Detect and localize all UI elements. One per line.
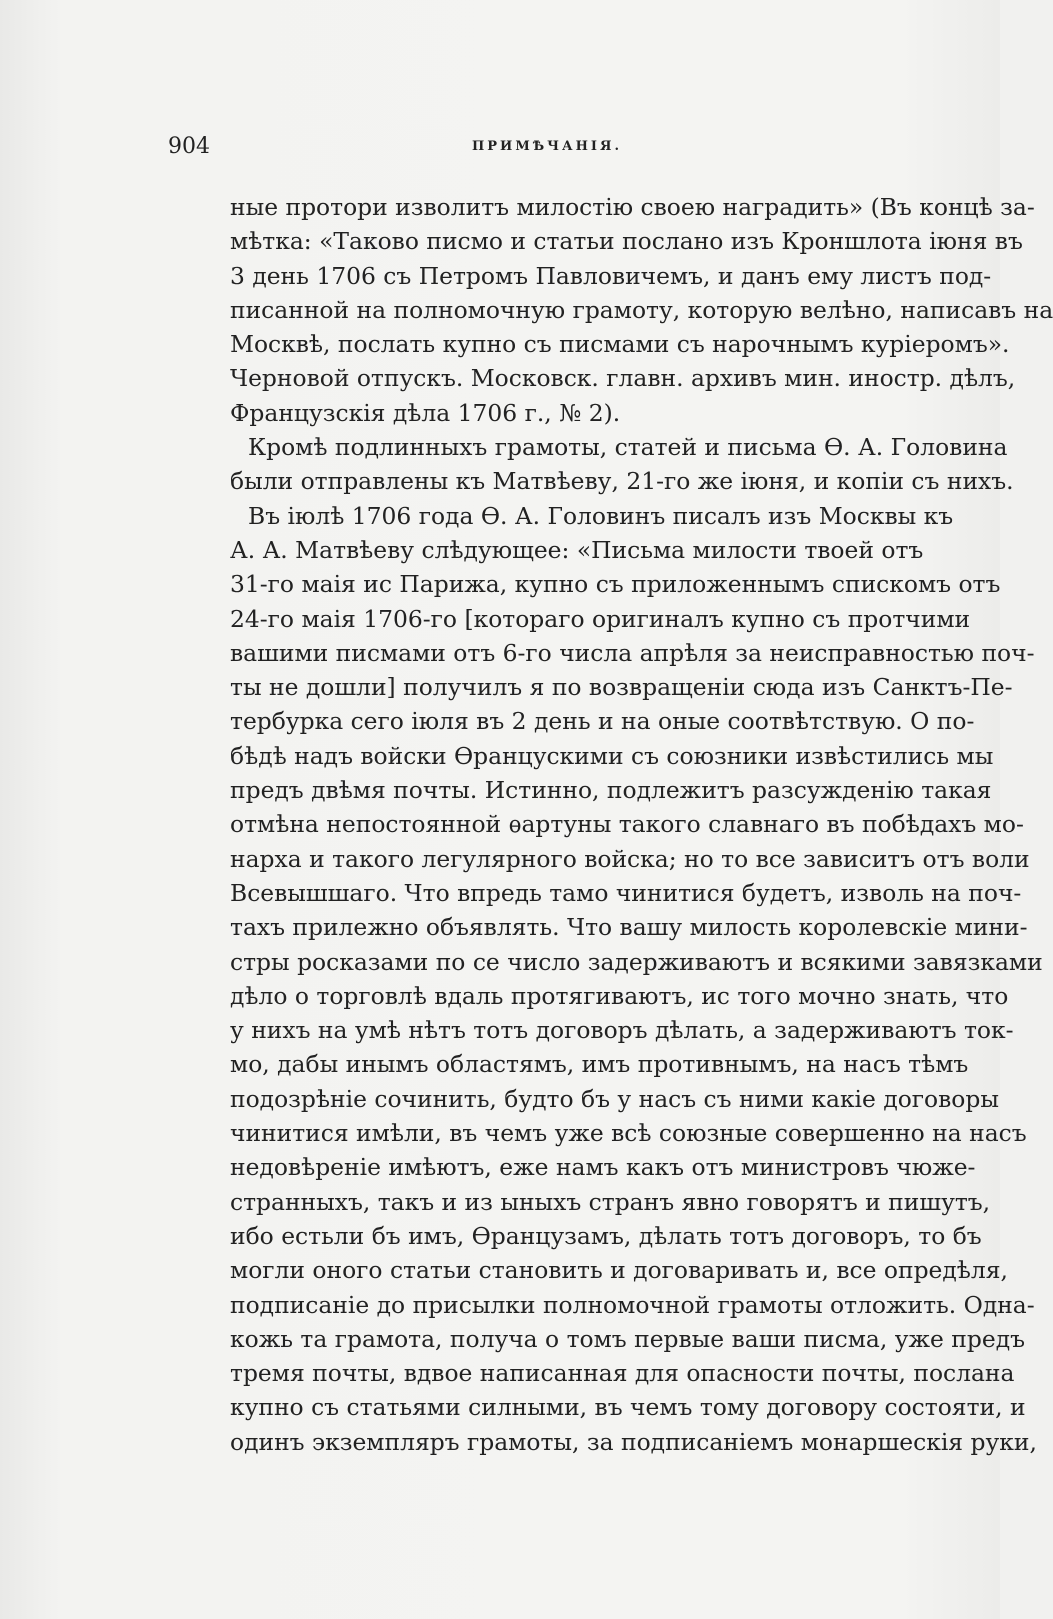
text-line: кожь та грамота, получа о томъ первые ваши писма, уже предъ	[230, 1324, 1025, 1353]
page-header	[168, 134, 928, 164]
paragraph	[230, 499, 1043, 1459]
text-line: были отправлены къ Матвѣеву, 21-го же іюня, и копіи съ нихъ.	[230, 467, 1014, 496]
text-line: могли оного статьи становить и договаривать и, все опредѣля,	[230, 1256, 1008, 1285]
text-line: купно съ статьями силными, въ чемъ тому договору состояти, и	[230, 1393, 1026, 1422]
text-line: 31-го маія ис Парижа, купно съ приложеннымъ спискомъ отъ	[230, 570, 1001, 599]
text-line: Французскія дѣла 1706 г., № 2).	[230, 398, 621, 427]
text-line: Всевышшаго. Что впредь тамо чинитися будетъ, изволь на поч-	[230, 878, 1022, 907]
text-line: Въ іюлѣ 1706 года Ѳ. А. Головинъ писалъ изъ Москвы къ	[248, 501, 954, 530]
text-line: отмѣна непостоянной ѳартуны такого славнаго въ побѣдахъ мо-	[230, 810, 1024, 839]
text-line: подозрѣніе сочинить, будто бъ у насъ съ ними какіе договоры	[230, 1084, 999, 1113]
text-line: чинитися имѣли, въ чемъ уже всѣ союзные совершенно на насъ	[230, 1119, 1027, 1148]
text-line: мѣтка: «Таково писмо и статьи послано изъ Кроншлота іюня въ	[230, 227, 1023, 256]
text-line: подписаніе до присылки полномочной грамоты отложить. Одна-	[230, 1290, 1035, 1319]
text-line: 3 день 1706 съ Петромъ Павловичемъ, и данъ ему листъ под-	[230, 261, 992, 290]
page-number: 904	[168, 134, 210, 159]
text-line: дѣло о торговлѣ вдаль протягиваютъ, ис того мочно знать, что	[230, 981, 1009, 1010]
text-line: недовѣреніе имѣютъ, еже намъ какъ отъ министровъ чюже-	[230, 1153, 976, 1182]
paragraph	[230, 430, 1014, 499]
running-head: ПРИМѢЧАНІЯ.	[472, 139, 622, 154]
text-line: 24-го маія 1706-го [котораго оригиналъ купно съ протчими	[230, 604, 971, 633]
text-line: стры росказами по се число задерживаютъ и всякими завязками	[230, 947, 1043, 976]
text-line: тахъ прилежно объявлять. Что вашу милость королевскіе мини-	[230, 913, 1028, 942]
body-text	[230, 190, 1053, 1459]
text-line: ибо естьли бъ имъ, Ѳранцузамъ, дѣлать тотъ договоръ, то бъ	[230, 1221, 982, 1250]
text-line: мо, дабы инымъ областямъ, имъ противнымъ, на насъ тѣмъ	[230, 1050, 969, 1079]
text-line: А. А. Матвѣеву слѣдующее: «Письма милости твоей отъ	[230, 535, 924, 564]
text-line: предъ двѣмя почты. Истинно, подлежитъ разсужденію такая	[230, 776, 992, 805]
text-line: ты не дошли] получилъ я по возвращеніи сюда изъ Санктъ-Пе-	[230, 673, 1013, 702]
text-line: Москвѣ, послать купно съ писмами съ нарочнымъ куріеромъ».	[230, 330, 1010, 359]
text-line: тербурка сего іюля въ 2 день и на оные соотвѣтствую. О по-	[230, 707, 975, 736]
text-line: писанной на полномочную грамоту, которую велѣно, написавъ на	[230, 295, 1053, 324]
text-line: бѣдѣ надъ войски Ѳранцускими съ союзники извѣстились мы	[230, 741, 994, 770]
paragraph	[230, 190, 1053, 430]
text-line: у нихъ на умѣ нѣтъ тотъ договоръ дѣлать, а задерживаютъ ток-	[230, 1016, 1014, 1045]
text-line: странныхъ, такъ и из ыныхъ странъ явно говорятъ и пишутъ,	[230, 1187, 991, 1216]
text-line: ные протори изволитъ милостію своею наградить» (Въ концѣ за-	[230, 193, 1035, 221]
text-line: Черновой отпускъ. Московск. главн. архивъ мин. иностр. дѣлъ,	[230, 364, 1016, 393]
text-line: Кромѣ подлинныхъ грамоты, статей и письма Ѳ. А. Головина	[248, 433, 1008, 462]
text-line: одинъ экземпляръ грамоты, за подписаніемъ монаршескія руки,	[230, 1427, 1037, 1456]
text-line: вашими писмами отъ 6-го числа апрѣля за неисправностью поч-	[230, 638, 1035, 667]
text-line: тремя почты, вдвое написанная для опасности почты, послана	[230, 1359, 1015, 1388]
text-line: нарха и такого легулярного войска; но то все зависитъ отъ воли	[230, 844, 1030, 873]
